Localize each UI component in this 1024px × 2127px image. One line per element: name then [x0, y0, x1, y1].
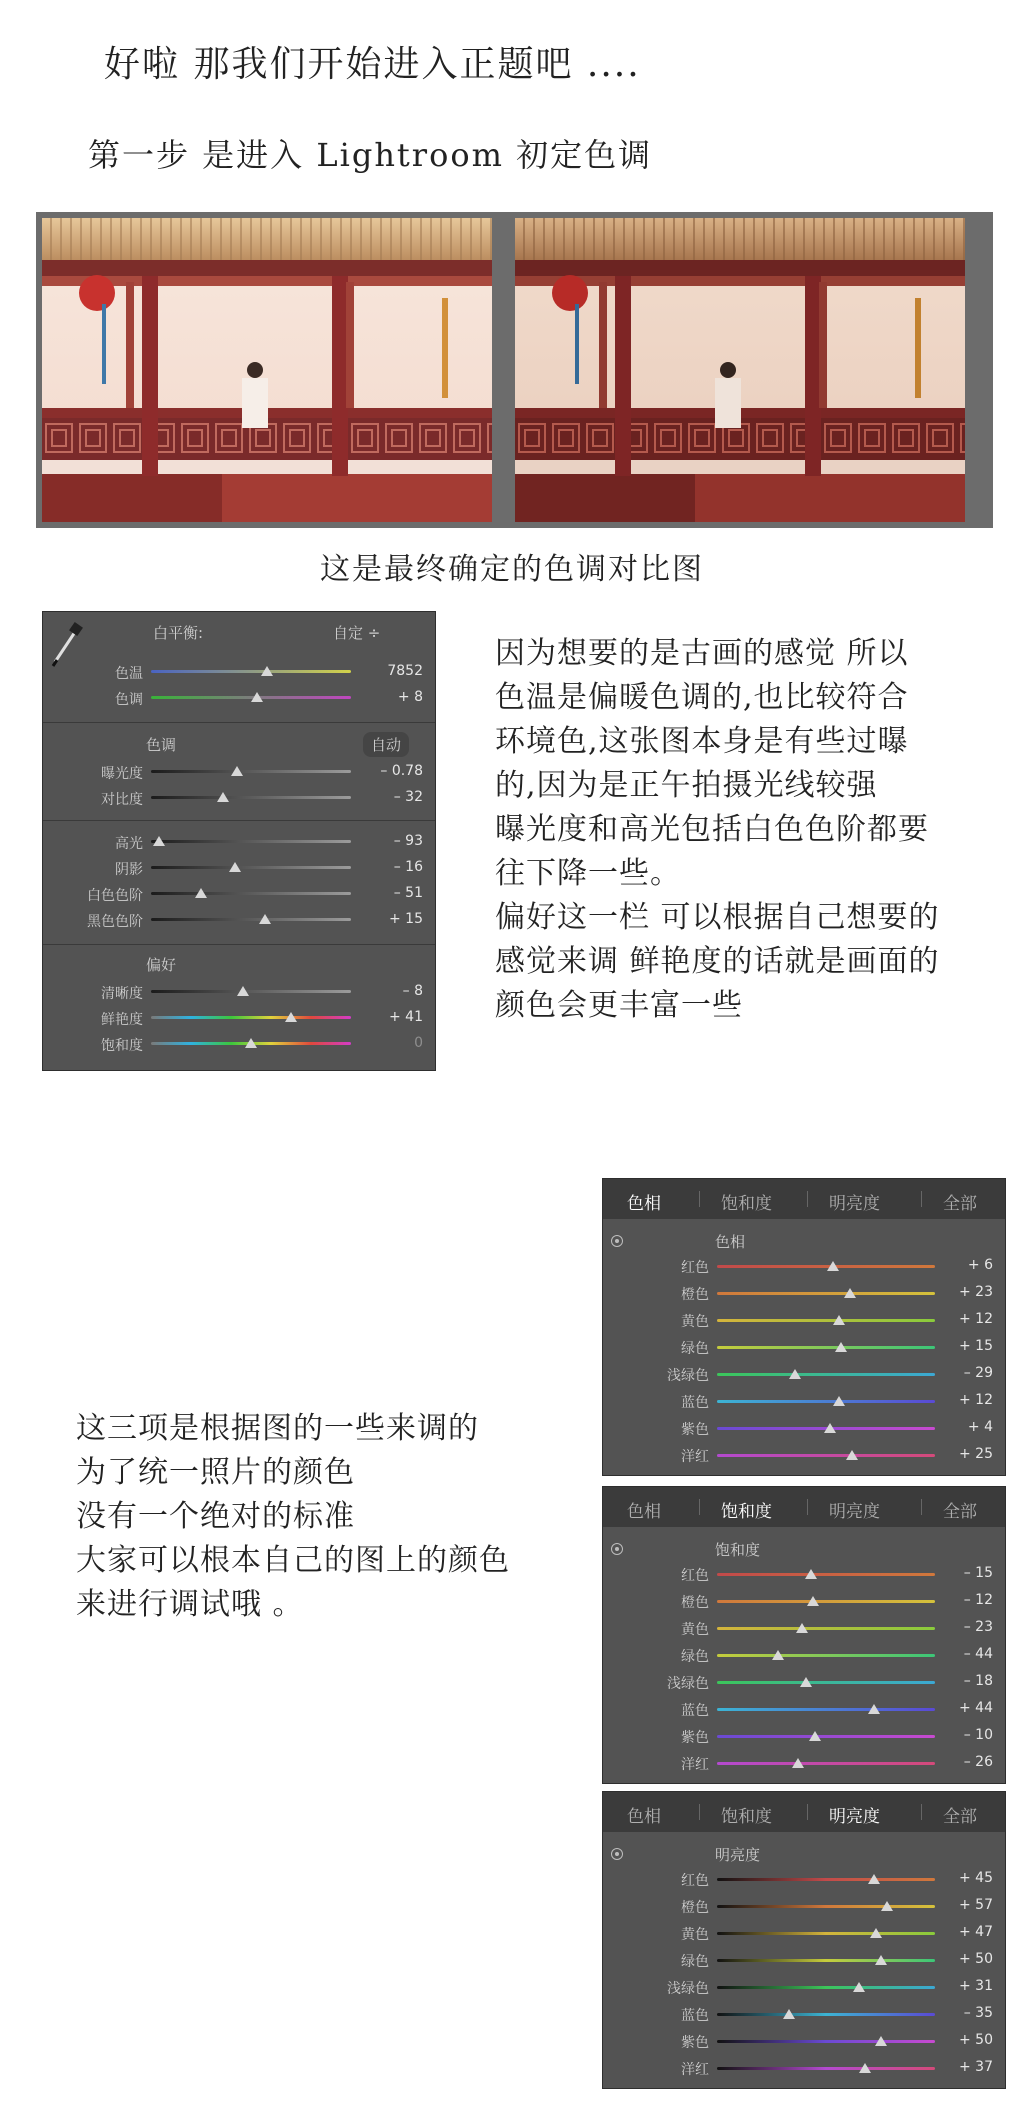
hsl-row-value[interactable]: + 57: [959, 1897, 993, 1913]
hsl-section-title: 色相: [715, 1233, 746, 1251]
hsl-row-label: 蓝色: [681, 1395, 709, 1411]
hsl-row-label: 洋红: [681, 1449, 709, 1465]
tab-separator: [921, 1499, 922, 1515]
hsl-panel-luminance: [602, 1791, 1006, 2089]
hsl-row-thumb[interactable]: [783, 2009, 795, 2019]
hsl-row-value[interactable]: – 15: [963, 1565, 993, 1581]
hsl-row-label: 黄色: [681, 1622, 709, 1638]
hsl-row-label: 浅绿色: [667, 1676, 709, 1692]
hsl-row-value[interactable]: + 50: [959, 2032, 993, 2048]
white-balance-label: 白平衡:: [153, 624, 204, 642]
paragraph-line: 来进行调试哦 。: [76, 1587, 304, 1622]
target-adjustment-icon[interactable]: [611, 1848, 623, 1860]
tab-separator: [807, 1499, 808, 1515]
hsl-row-thumb[interactable]: [792, 1758, 804, 1768]
temp-track[interactable]: [151, 670, 351, 673]
hsl-tab-hue[interactable]: 色相: [627, 1807, 661, 1827]
contrast-thumb[interactable]: [217, 792, 229, 802]
shadows-label: 阴影: [115, 862, 143, 878]
page-heading: 好啦 那我们开始进入正题吧 ....: [104, 44, 641, 85]
hsl-row-thumb[interactable]: [868, 1874, 880, 1884]
vibrance-thumb[interactable]: [285, 1012, 297, 1022]
temp-value[interactable]: 7852: [387, 663, 423, 679]
before-photo: [42, 218, 492, 522]
paragraph-line: 色温是偏暖色调的,也比较符合: [495, 680, 909, 715]
paragraph-line: 这三项是根据图的一些来调的: [76, 1411, 479, 1446]
clarity-label: 清晰度: [101, 986, 143, 1002]
hsl-row-track[interactable]: [717, 1708, 935, 1711]
hsl-row-thumb[interactable]: [800, 1677, 812, 1687]
hsl-panel-saturation: [602, 1486, 1006, 1784]
blacks-thumb[interactable]: [259, 914, 271, 924]
hsl-row-track[interactable]: [717, 2040, 935, 2043]
hsl-row-label: 绿色: [681, 1341, 709, 1357]
hsl-tab-hue[interactable]: 色相: [627, 1194, 661, 1214]
paragraph-line: 环境色,这张图本身是有些过曝: [495, 724, 909, 759]
hsl-row-track[interactable]: [717, 2013, 935, 2016]
hsl-row-track[interactable]: [717, 1905, 935, 1908]
hsl-row-value[interactable]: – 18: [963, 1673, 993, 1689]
exposure-track[interactable]: [151, 770, 351, 773]
hsl-row-value[interactable]: + 44: [959, 1700, 993, 1716]
paragraph-line: 曝光度和高光包括白色色阶都要: [495, 812, 929, 847]
hsl-tab-saturation[interactable]: 饱和度: [721, 1194, 772, 1214]
paragraph-line: 因为想要的是古画的感觉 所以: [495, 636, 909, 671]
tint-thumb[interactable]: [251, 692, 263, 702]
hsl-row-label: 洋红: [681, 2062, 709, 2078]
whites-value[interactable]: – 51: [393, 885, 423, 901]
hsl-row-track[interactable]: [717, 1292, 935, 1295]
divider: [43, 722, 435, 723]
hsl-row-thumb[interactable]: [844, 1288, 856, 1298]
hsl-row-thumb[interactable]: [833, 1396, 845, 1406]
target-dot: [615, 1547, 619, 1551]
hsl-row-thumb[interactable]: [827, 1261, 839, 1271]
presence-section-title: 偏好: [146, 956, 177, 974]
hsl-row-value[interactable]: + 12: [959, 1392, 993, 1408]
hsl-tab-luminance[interactable]: 明亮度: [829, 1194, 880, 1214]
hsl-row-value[interactable]: – 29: [963, 1365, 993, 1381]
hsl-tab-luminance[interactable]: 明亮度: [829, 1807, 880, 1827]
basic-adjustments-panel: [42, 611, 436, 1071]
hsl-row-value[interactable]: – 12: [963, 1592, 993, 1608]
hsl-row-value[interactable]: + 12: [959, 1311, 993, 1327]
hsl-row-thumb[interactable]: [881, 1901, 893, 1911]
contrast-label: 对比度: [101, 792, 143, 808]
target-adjustment-icon[interactable]: [611, 1543, 623, 1555]
shadows-value[interactable]: – 16: [393, 859, 423, 875]
saturation-value[interactable]: 0: [414, 1035, 423, 1051]
hsl-row-value[interactable]: + 6: [967, 1257, 993, 1273]
hsl-row-track[interactable]: [717, 1932, 935, 1935]
paragraph-line: 为了统一照片的颜色: [76, 1455, 355, 1490]
whites-thumb[interactable]: [195, 888, 207, 898]
paragraph-line: 偏好这一栏 可以根据自己想要的: [495, 900, 940, 935]
paragraph-line: 没有一个绝对的标准: [76, 1499, 355, 1534]
hsl-row-thumb[interactable]: [868, 1704, 880, 1714]
hsl-tab-bar: [603, 1179, 1005, 1219]
vibrance-label: 鲜艳度: [101, 1012, 143, 1028]
hsl-row-thumb[interactable]: [875, 2036, 887, 2046]
hsl-panel-hue: [602, 1178, 1006, 1476]
hsl-row-label: 蓝色: [681, 1703, 709, 1719]
hsl-row-thumb[interactable]: [835, 1342, 847, 1352]
hsl-row-label: 橙色: [681, 1595, 709, 1611]
hsl-row-label: 红色: [681, 1873, 709, 1889]
hsl-row-value[interactable]: + 45: [959, 1870, 993, 1886]
exposure-value[interactable]: – 0.78: [380, 763, 423, 779]
hsl-tab-all[interactable]: 全部: [943, 1807, 977, 1827]
hsl-row-label: 橙色: [681, 1900, 709, 1916]
hsl-row-track[interactable]: [717, 1735, 935, 1738]
hsl-row-label: 红色: [681, 1568, 709, 1584]
hsl-row-track[interactable]: [717, 1627, 935, 1630]
hsl-row-label: 红色: [681, 1260, 709, 1276]
hsl-row-label: 绿色: [681, 1954, 709, 1970]
hsl-row-value[interactable]: – 26: [963, 1754, 993, 1770]
blacks-label: 黑色色阶: [87, 914, 143, 930]
comparison-caption: 这是最终确定的色调对比图: [320, 552, 704, 587]
paragraph-line: 往下降一些。: [495, 856, 681, 891]
hsl-row-track[interactable]: [717, 1346, 935, 1349]
hsl-row-track[interactable]: [717, 1600, 935, 1603]
hsl-row-track[interactable]: [717, 2067, 935, 2070]
temp-thumb[interactable]: [261, 666, 273, 676]
tint-label: 色调: [115, 692, 143, 708]
hsl-row-value[interactable]: + 47: [959, 1924, 993, 1940]
hsl-row-thumb[interactable]: [809, 1731, 821, 1741]
hsl-row-track[interactable]: [717, 1654, 935, 1657]
whites-label: 白色色阶: [87, 888, 143, 904]
clarity-thumb[interactable]: [237, 986, 249, 996]
hsl-row-label: 洋红: [681, 1757, 709, 1773]
hsl-row-track[interactable]: [717, 1959, 935, 1962]
tab-separator: [921, 1804, 922, 1820]
explanation-paragraph: [495, 632, 1015, 1028]
tab-separator: [699, 1499, 700, 1515]
hsl-row-label: 浅绿色: [667, 1981, 709, 1997]
whites-track[interactable]: [151, 892, 351, 895]
shadows-thumb[interactable]: [229, 862, 241, 872]
hsl-row-value[interactable]: – 35: [963, 2005, 993, 2021]
hsl-explanation: [76, 1407, 596, 1627]
tab-separator: [807, 1804, 808, 1820]
hsl-row-track[interactable]: [717, 1454, 935, 1457]
hsl-row-track[interactable]: [717, 1400, 935, 1403]
white-balance-select[interactable]: 自定 ÷: [333, 624, 381, 642]
hsl-row-value[interactable]: + 15: [959, 1338, 993, 1354]
blacks-value[interactable]: + 15: [389, 911, 423, 927]
highlights-track[interactable]: [151, 840, 351, 843]
hsl-row-value[interactable]: – 23: [963, 1619, 993, 1635]
hsl-row-thumb[interactable]: [833, 1315, 845, 1325]
divider: [43, 944, 435, 945]
highlights-thumb[interactable]: [153, 836, 165, 846]
hsl-tab-all[interactable]: 全部: [943, 1502, 977, 1522]
contrast-track[interactable]: [151, 796, 351, 799]
hsl-tab-saturation[interactable]: 饱和度: [721, 1502, 772, 1522]
hsl-row-label: 橙色: [681, 1287, 709, 1303]
tone-section-title: 色调: [146, 736, 177, 754]
blacks-track[interactable]: [151, 918, 351, 921]
hsl-row-thumb[interactable]: [807, 1596, 819, 1606]
after-photo: [515, 218, 965, 522]
hsl-row-value[interactable]: + 50: [959, 1951, 993, 1967]
hsl-section-title: 饱和度: [715, 1541, 761, 1559]
tint-value[interactable]: + 8: [397, 689, 423, 705]
divider: [43, 820, 435, 821]
contrast-value[interactable]: – 32: [393, 789, 423, 805]
hsl-row-label: 黄色: [681, 1927, 709, 1943]
exposure-thumb[interactable]: [231, 766, 243, 776]
temp-label: 色温: [115, 666, 143, 682]
hsl-row-label: 黄色: [681, 1314, 709, 1330]
saturation-thumb[interactable]: [245, 1038, 257, 1048]
tab-separator: [699, 1804, 700, 1820]
step-one-heading: 第一步 是进入 Lightroom 初定色调: [88, 136, 653, 174]
highlights-label: 高光: [115, 836, 143, 852]
hsl-row-label: 紫色: [681, 1422, 709, 1438]
hsl-row-value[interactable]: + 4: [967, 1419, 993, 1435]
hsl-row-track[interactable]: [717, 1373, 935, 1376]
hsl-row-thumb[interactable]: [824, 1423, 836, 1433]
target-dot: [615, 1852, 619, 1856]
before-after-comparison: [36, 212, 993, 528]
vibrance-value[interactable]: + 41: [389, 1009, 423, 1025]
hsl-row-thumb[interactable]: [870, 1928, 882, 1938]
paragraph-line: 的,因为是正午拍摄光线较强: [495, 768, 878, 803]
hsl-row-value[interactable]: + 23: [959, 1284, 993, 1300]
hsl-row-thumb[interactable]: [789, 1369, 801, 1379]
vibrance-track[interactable]: [151, 1016, 351, 1019]
hsl-section-title: 明亮度: [715, 1846, 761, 1864]
hsl-row-track[interactable]: [717, 1986, 935, 1989]
hsl-row-label: 蓝色: [681, 2008, 709, 2024]
hsl-tab-all[interactable]: 全部: [943, 1194, 977, 1214]
hsl-tab-luminance[interactable]: 明亮度: [829, 1502, 880, 1522]
paragraph-line: 感觉来调 鲜艳度的话就是画面的: [495, 944, 940, 979]
hsl-row-value[interactable]: + 31: [959, 1978, 993, 1994]
hsl-row-thumb[interactable]: [796, 1623, 808, 1633]
saturation-label: 饱和度: [101, 1038, 143, 1054]
hsl-row-label: 浅绿色: [667, 1368, 709, 1384]
hsl-row-track[interactable]: [717, 1762, 935, 1765]
hsl-row-thumb[interactable]: [772, 1650, 784, 1660]
hsl-row-thumb[interactable]: [805, 1569, 817, 1579]
target-dot: [615, 1239, 619, 1243]
tab-separator: [921, 1191, 922, 1207]
hsl-row-thumb[interactable]: [853, 1982, 865, 1992]
hsl-tab-bar: [603, 1487, 1005, 1527]
hsl-row-label: 绿色: [681, 1649, 709, 1665]
target-adjustment-icon[interactable]: [611, 1235, 623, 1247]
hsl-row-track[interactable]: [717, 1573, 935, 1576]
hsl-row-thumb[interactable]: [875, 1955, 887, 1965]
hsl-row-thumb[interactable]: [859, 2063, 871, 2073]
paragraph-line: 大家可以根本自己的图上的颜色: [76, 1543, 510, 1578]
shadows-track[interactable]: [151, 866, 351, 869]
tab-separator: [699, 1191, 700, 1207]
hsl-row-track[interactable]: [717, 1319, 935, 1322]
hsl-row-track[interactable]: [717, 1681, 935, 1684]
clarity-track[interactable]: [151, 990, 351, 993]
auto-tone-button[interactable]: 自动: [363, 732, 409, 757]
hsl-row-value[interactable]: + 37: [959, 2059, 993, 2075]
paragraph-line: 颜色会更丰富一些: [495, 988, 743, 1023]
exposure-label: 曝光度: [101, 766, 143, 782]
hsl-tab-saturation[interactable]: 饱和度: [721, 1807, 772, 1827]
hsl-row-value[interactable]: – 44: [963, 1646, 993, 1662]
hsl-row-value[interactable]: + 25: [959, 1446, 993, 1462]
highlights-value[interactable]: – 93: [393, 833, 423, 849]
hsl-row-thumb[interactable]: [846, 1450, 858, 1460]
hsl-tab-hue[interactable]: 色相: [627, 1502, 661, 1522]
hsl-tab-bar: [603, 1792, 1005, 1832]
hsl-row-label: 紫色: [681, 2035, 709, 2051]
hsl-row-value[interactable]: – 10: [963, 1727, 993, 1743]
tab-separator: [807, 1191, 808, 1207]
hsl-row-label: 紫色: [681, 1730, 709, 1746]
hsl-row-track[interactable]: [717, 1878, 935, 1881]
clarity-value[interactable]: – 8: [402, 983, 423, 999]
